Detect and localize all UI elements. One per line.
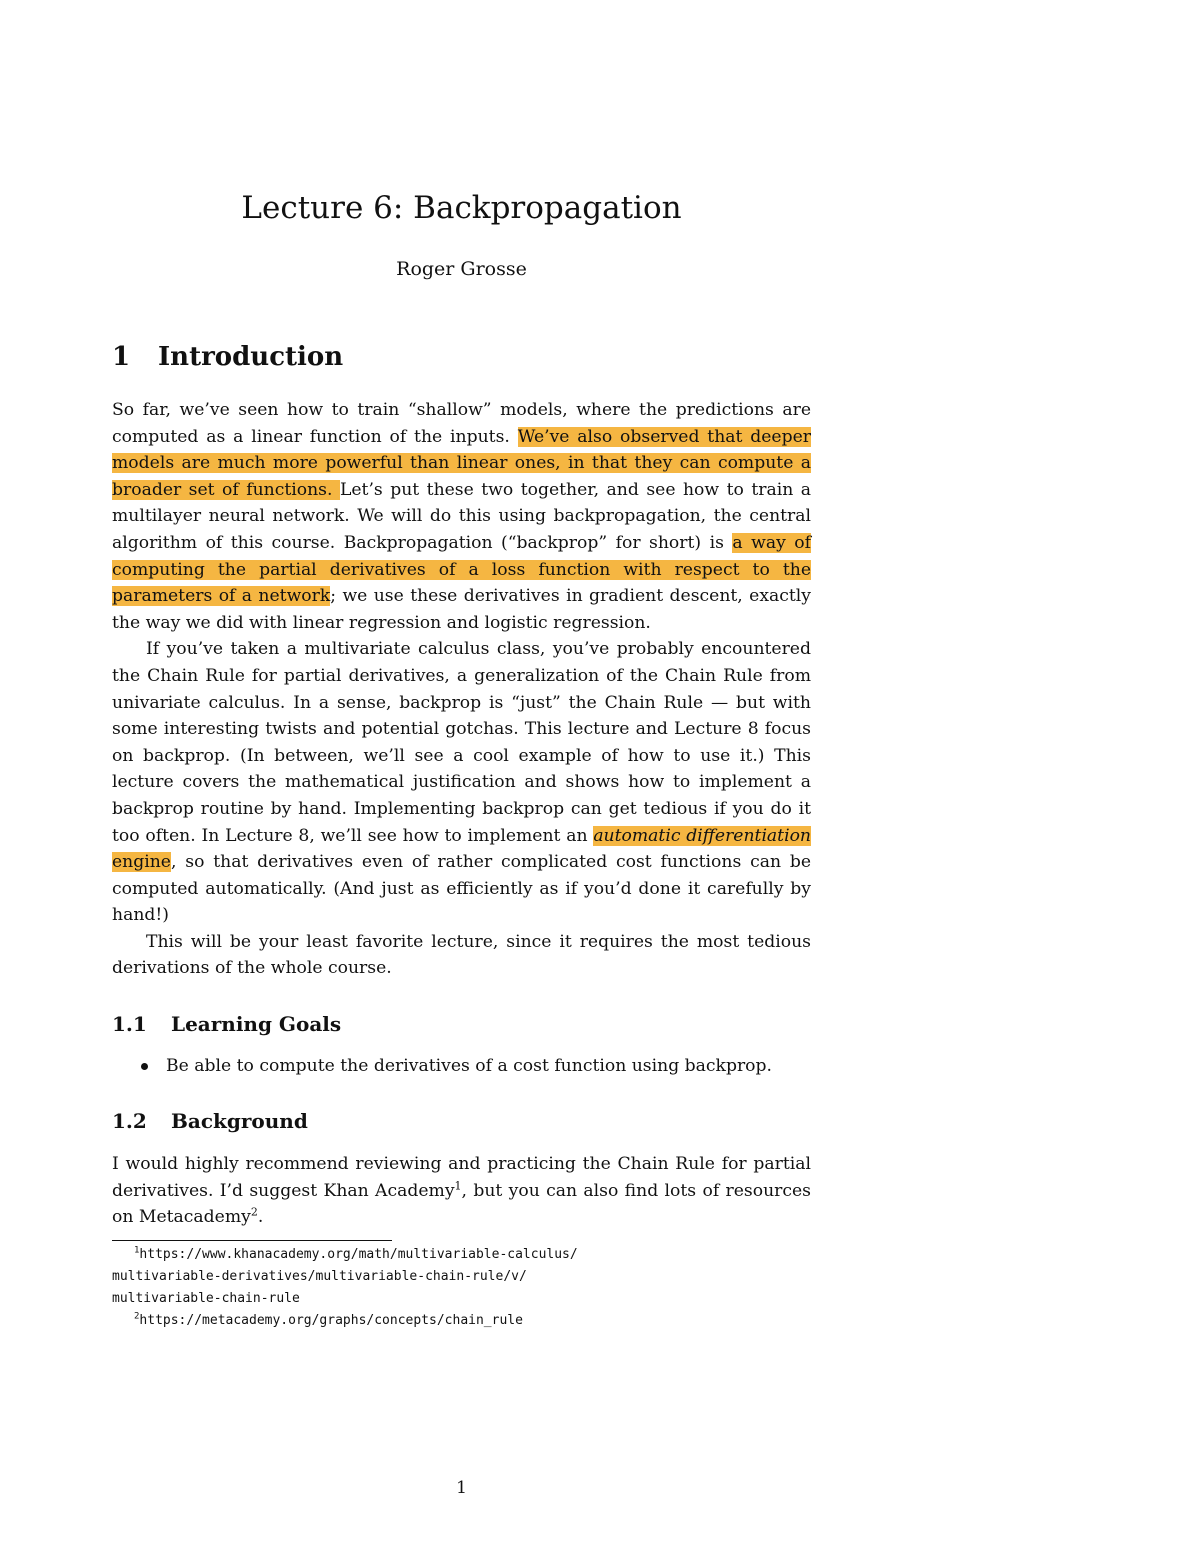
footnote-mark: 1 (134, 1245, 140, 1256)
page-number: 1 (456, 1478, 467, 1498)
subsection-title: Learning Goals (171, 1012, 342, 1036)
autodiff-term: automatic differentiation (593, 825, 812, 846)
intro-paragraph-1 (112, 397, 811, 636)
document-title: Lecture 6: Backpropagation (241, 190, 682, 226)
section-heading-background (112, 1109, 308, 1133)
footnote-mark: 2 (134, 1311, 140, 1322)
subsection-title: Background (171, 1109, 308, 1133)
bullet-icon (141, 1063, 148, 1070)
footnote-ref-2[interactable]: 2 (250, 1205, 258, 1219)
footnote-url[interactable]: https://www.khanacademy.org/math/multivariable-calculus/ (139, 1247, 578, 1262)
footnote-1-line-1[interactable] (112, 1244, 812, 1266)
footnote-2-line-1[interactable] (112, 1310, 812, 1332)
background-text-1: I would highly recommend reviewing and practicing the Chain Rule for partial derivatives. I’d suggest Khan Academy (112, 1154, 811, 1201)
learning-goals-list (138, 1053, 811, 1080)
intro-p1-text-1: So far, we’ve seen how to train “shallow” models, where the predictions are computed as a linear function of the inputs. (112, 400, 811, 447)
subsection-number: 1.1 (112, 1012, 147, 1036)
highlight-deeper-models: We’ve also observed that deeper models are much more powerful than linear ones, in that they can compute a broader set of functions. (112, 426, 811, 500)
intro-p1-text-2: Let’s put these two together, and see how to train a multilayer neural network. We will do this using backpropagation, the central algorithm of this course. Backpropagation (“backprop” for short) is (112, 479, 811, 553)
section-heading-introduction (112, 342, 343, 372)
list-item (138, 1053, 811, 1080)
introduction-body (112, 397, 811, 982)
intro-p2-text-1: If you’ve taken a multivariate calculus class, you’ve probably encountered the Chain Rule for partial derivatives, a generalization of the Chain Rule from univariate calculus. In a sense, backprop is “just” the Chain Rule — but with some interesting twists and potential gotchas. This lecture and Lecture 8 focus on backprop. (In between, we’ll see a cool example of how to use it.) This lecture covers the mathematical justification and shows how to implement a backprop routine by hand. Implementing backprop can get tedious if you do it too often. In Lecture 8, we’ll see how to implement an (112, 639, 811, 846)
background-paragraph (112, 1151, 811, 1231)
footnote-url[interactable]: https://metacademy.org/graphs/concepts/chain_rule (139, 1313, 523, 1328)
subsection-number: 1.2 (112, 1109, 147, 1133)
learning-goal-text: Be able to compute the derivatives of a cost function using backprop. (166, 1056, 772, 1076)
intro-paragraph-2 (112, 636, 811, 929)
intro-p1-text-3: ; we use these derivatives in gradient descent, exactly the way we did with linear regression and logistic regression. (112, 586, 812, 633)
autodiff-engine-word: engine (112, 852, 171, 873)
author-name: Roger Grosse (396, 258, 527, 280)
footnote-1-line-3[interactable]: multivariable-chain-rule (112, 1291, 300, 1306)
background-body (112, 1151, 811, 1231)
background-text-3: . (257, 1207, 264, 1228)
footnote-ref-1[interactable]: 1 (454, 1178, 462, 1192)
intro-p2-text-2: , so that derivatives even of rather complicated cost functions can be computed automatically. (And just as efficiently as if you’d done it carefully by hand!) (112, 852, 811, 926)
intro-paragraph-3: This will be your least favorite lecture, since it requires the most tedious derivations of the whole course. (112, 931, 811, 979)
footnotes (112, 1244, 812, 1332)
footnote-1-line-2[interactable]: multivariable-derivatives/multivariable-chain-rule/v/ (112, 1269, 527, 1284)
background-text-2: , but you can also find lots of resources on Metacademy (112, 1180, 811, 1228)
footnote-divider (112, 1240, 392, 1241)
section-title: Introduction (158, 342, 344, 372)
highlight-backprop-definition: a way of computing the partial derivatives of a loss function with respect to the parameters of a network (112, 532, 811, 607)
section-number: 1 (112, 342, 131, 372)
section-heading-learning-goals (112, 1012, 341, 1036)
